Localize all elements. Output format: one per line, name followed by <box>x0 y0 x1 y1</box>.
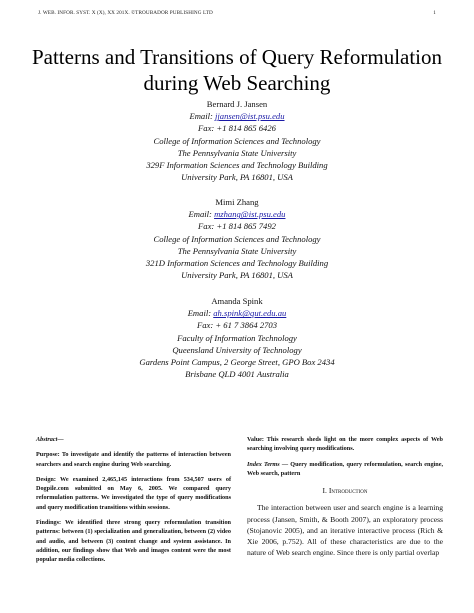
index-terms-label: Index Terms <box>247 460 280 468</box>
title-line-1: Patterns and Transitions of Query Reformulation <box>31 45 443 69</box>
abstract-dash: — <box>57 436 64 443</box>
author-email-link[interactable]: jjansen@ist.psu.edu <box>215 111 285 122</box>
findings-text: We identified three strong query reformulation transition patterns: between (1) specialization and generalization, between (2) video and audio, and between (3) content change and system assistance. In addition, our findings show that Web and images content were the most popular media collections. <box>36 519 231 564</box>
affiliation-line: 321D Information Sciences and Technology Building <box>145 258 329 269</box>
author-email-line <box>0 307 474 319</box>
author-email-line <box>0 208 474 220</box>
author-name: Amanda Spink <box>211 296 263 306</box>
left-column <box>36 435 231 571</box>
index-terms-text: Query modification, query reformulation, search engine, Web search, pattern <box>247 460 443 477</box>
affiliation-line: Faculty of Information Technology <box>177 332 297 343</box>
author-fax: Fax: +1 814 865 6426 <box>198 123 276 134</box>
email-label: Email: <box>188 209 212 220</box>
author-email-link[interactable]: mzhang@ist.psu.edu <box>214 209 286 220</box>
affiliation-line: University Park, PA 16801, USA <box>181 270 293 281</box>
affiliation-line: Gardens Point Campus, 2 George Street, GPO Box 2434 <box>139 357 335 368</box>
design-text: We examined 2,465,145 interactions from 534,507 users of Dogpile.com submitted on May 6, 2005. We compared query reformulation patterns. We investigated the type of query modifications and query modification transitions within sessions. <box>36 475 232 511</box>
affiliation-line: College of Information Sciences and Technology <box>153 135 321 146</box>
author-fax: Fax: + 61 7 3864 2703 <box>196 320 278 331</box>
abstract-label: Abstract <box>36 436 58 443</box>
author-email-line <box>0 110 474 122</box>
author-fax: Fax: +1 814 865 7492 <box>198 221 276 232</box>
findings-label: Findings: <box>36 519 62 527</box>
right-column <box>247 435 443 565</box>
affiliation-line: 329F Information Sciences and Technology Building <box>146 160 328 171</box>
index-terms-dash: — <box>279 460 291 468</box>
author-email-link[interactable]: ah.spink@qut.edu.au <box>213 308 287 319</box>
author-block-zhang <box>0 196 474 281</box>
abstract-purpose <box>36 450 231 469</box>
affiliation-line: The Pennsylvania State University <box>177 147 297 158</box>
running-head-text: J. WEB. INFOR. SYST. X (X), XX 201X. ©TROUBADOR PUBLISHING LTD <box>38 10 213 16</box>
author-name: Mimi Zhang <box>215 197 259 207</box>
email-label: Email: <box>189 111 213 122</box>
author-name: Bernard J. Jansen <box>206 99 268 109</box>
author-block-spink <box>0 295 474 380</box>
affiliation-line: The Pennsylvania State University <box>177 245 297 256</box>
paper-title <box>0 44 474 96</box>
abstract-value <box>247 435 443 454</box>
affiliation-line: College of Information Sciences and Technology <box>153 233 321 244</box>
abstract-design <box>36 475 231 512</box>
design-label: Design: <box>36 475 56 483</box>
abstract-findings <box>36 518 231 564</box>
affiliation-line: Queensland University of Technology <box>172 344 302 355</box>
page-number: 1 <box>433 10 436 16</box>
affiliation-line: University Park, PA 16801, USA <box>181 172 293 183</box>
title-line-2: during Web Searching <box>143 71 331 95</box>
affiliation-line: Brisbane QLD 4001 Australia <box>185 369 289 380</box>
running-head <box>38 10 436 16</box>
email-label: Email: <box>187 308 212 319</box>
purpose-label: Purpose: <box>36 451 60 459</box>
index-terms <box>247 460 443 479</box>
introduction-text: The interaction between user and search engine is a learning process (Jansen, Smith, & Booth 2007), an exploratory process (Stojanovic 2005), and an iterative interactive process (Rich & Xie 2006, p.752). All of these characteristics are due to the nature of Web search engine. Since there is only partial overlap <box>247 503 443 558</box>
purpose-text: To investigate and identify the patterns of interaction between searchers and search engine during Web searching. <box>36 451 231 468</box>
value-label: Value: <box>247 436 264 443</box>
value-text: This research sheds light on the more complex aspects of Web searching involving query modifications. <box>247 436 443 453</box>
abstract-heading <box>36 435 231 444</box>
author-block-jansen <box>0 98 474 183</box>
section-heading-introduction: I. Introduction <box>322 486 368 496</box>
